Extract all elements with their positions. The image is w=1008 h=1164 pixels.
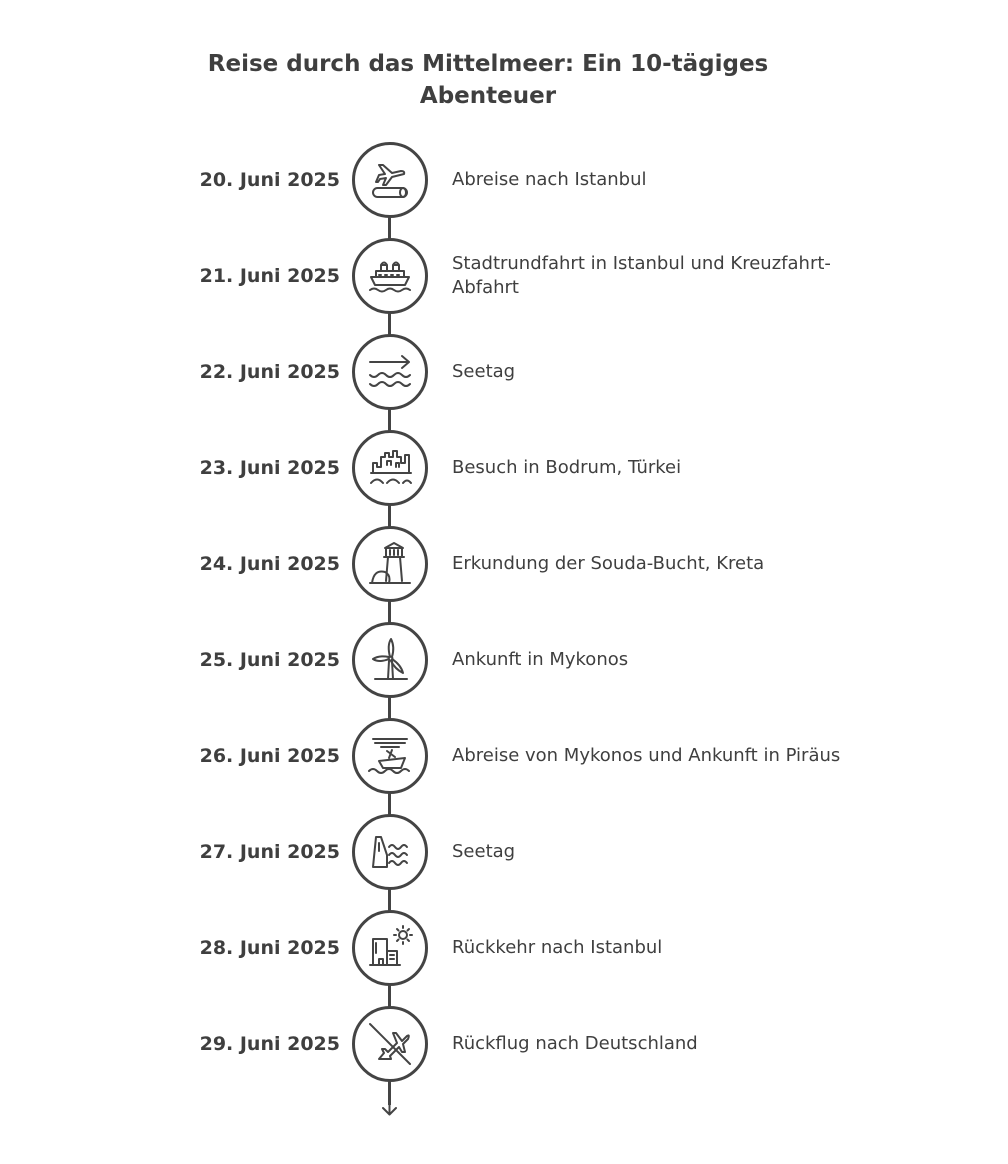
event-description: Abreise von Mykonos und Ankunft in Piräus (452, 745, 841, 766)
event-node (352, 622, 428, 698)
event-date: 22. Juni 2025 (199, 361, 340, 383)
event-description: Stadtrundfahrt in Istanbul und Kreuzfahrt-Abfahrt (452, 253, 831, 298)
cruise-ship-icon (365, 251, 415, 301)
sea-arrow-icon (365, 347, 415, 397)
event-node (352, 526, 428, 602)
event-description: Erkundung der Souda-Bucht, Kreta (452, 553, 765, 574)
event-node (352, 1006, 428, 1082)
event-date: 28. Juni 2025 (199, 937, 340, 959)
event-node (352, 142, 428, 218)
diagram-title: Reise durch das Mittelmeer: Ein 10-tägiges Abenteuer (207, 51, 769, 109)
plane-crossed-icon (365, 1019, 415, 1069)
timeline-item (0, 334, 1008, 410)
event-node (352, 334, 428, 410)
event-node (352, 718, 428, 794)
event-node (352, 910, 428, 986)
ship-plane-icon (365, 731, 415, 781)
event-date: 20. Juni 2025 (199, 169, 340, 191)
event-date: 26. Juni 2025 (199, 745, 340, 767)
event-description: Abreise nach Istanbul (452, 169, 647, 190)
timeline-item (0, 814, 1008, 890)
event-date: 21. Juni 2025 (199, 265, 340, 287)
timeline-item (0, 622, 1008, 698)
timeline-item (0, 718, 1008, 794)
lighthouse-icon (365, 539, 415, 589)
event-date: 29. Juni 2025 (199, 1033, 340, 1055)
event-description: Besuch in Bodrum, Türkei (452, 457, 682, 478)
event-date: 25. Juni 2025 (199, 649, 340, 671)
event-description: Seetag (452, 361, 516, 382)
timeline-item (0, 526, 1008, 602)
event-date: 23. Juni 2025 (199, 457, 340, 479)
timeline-item (0, 238, 1008, 314)
timeline-item (0, 1006, 1008, 1082)
event-date: 24. Juni 2025 (199, 553, 340, 575)
event-date: 27. Juni 2025 (199, 841, 340, 863)
plane-departure-icon (365, 155, 415, 205)
event-node (352, 238, 428, 314)
waves-icon (365, 827, 415, 877)
timeline-item (0, 910, 1008, 986)
timeline-item (0, 430, 1008, 506)
event-node (352, 430, 428, 506)
event-description: Rückflug nach Deutschland (452, 1033, 698, 1054)
windmill-icon (365, 635, 415, 685)
event-description: Rückkehr nach Istanbul (452, 937, 663, 958)
event-node (352, 814, 428, 890)
timeline-arrow-icon (380, 1100, 399, 1116)
event-description: Seetag (452, 841, 516, 862)
castle-icon (365, 443, 415, 493)
event-description: Ankunft in Mykonos (452, 649, 629, 670)
timeline-item (0, 142, 1008, 218)
city-sun-icon (365, 923, 415, 973)
